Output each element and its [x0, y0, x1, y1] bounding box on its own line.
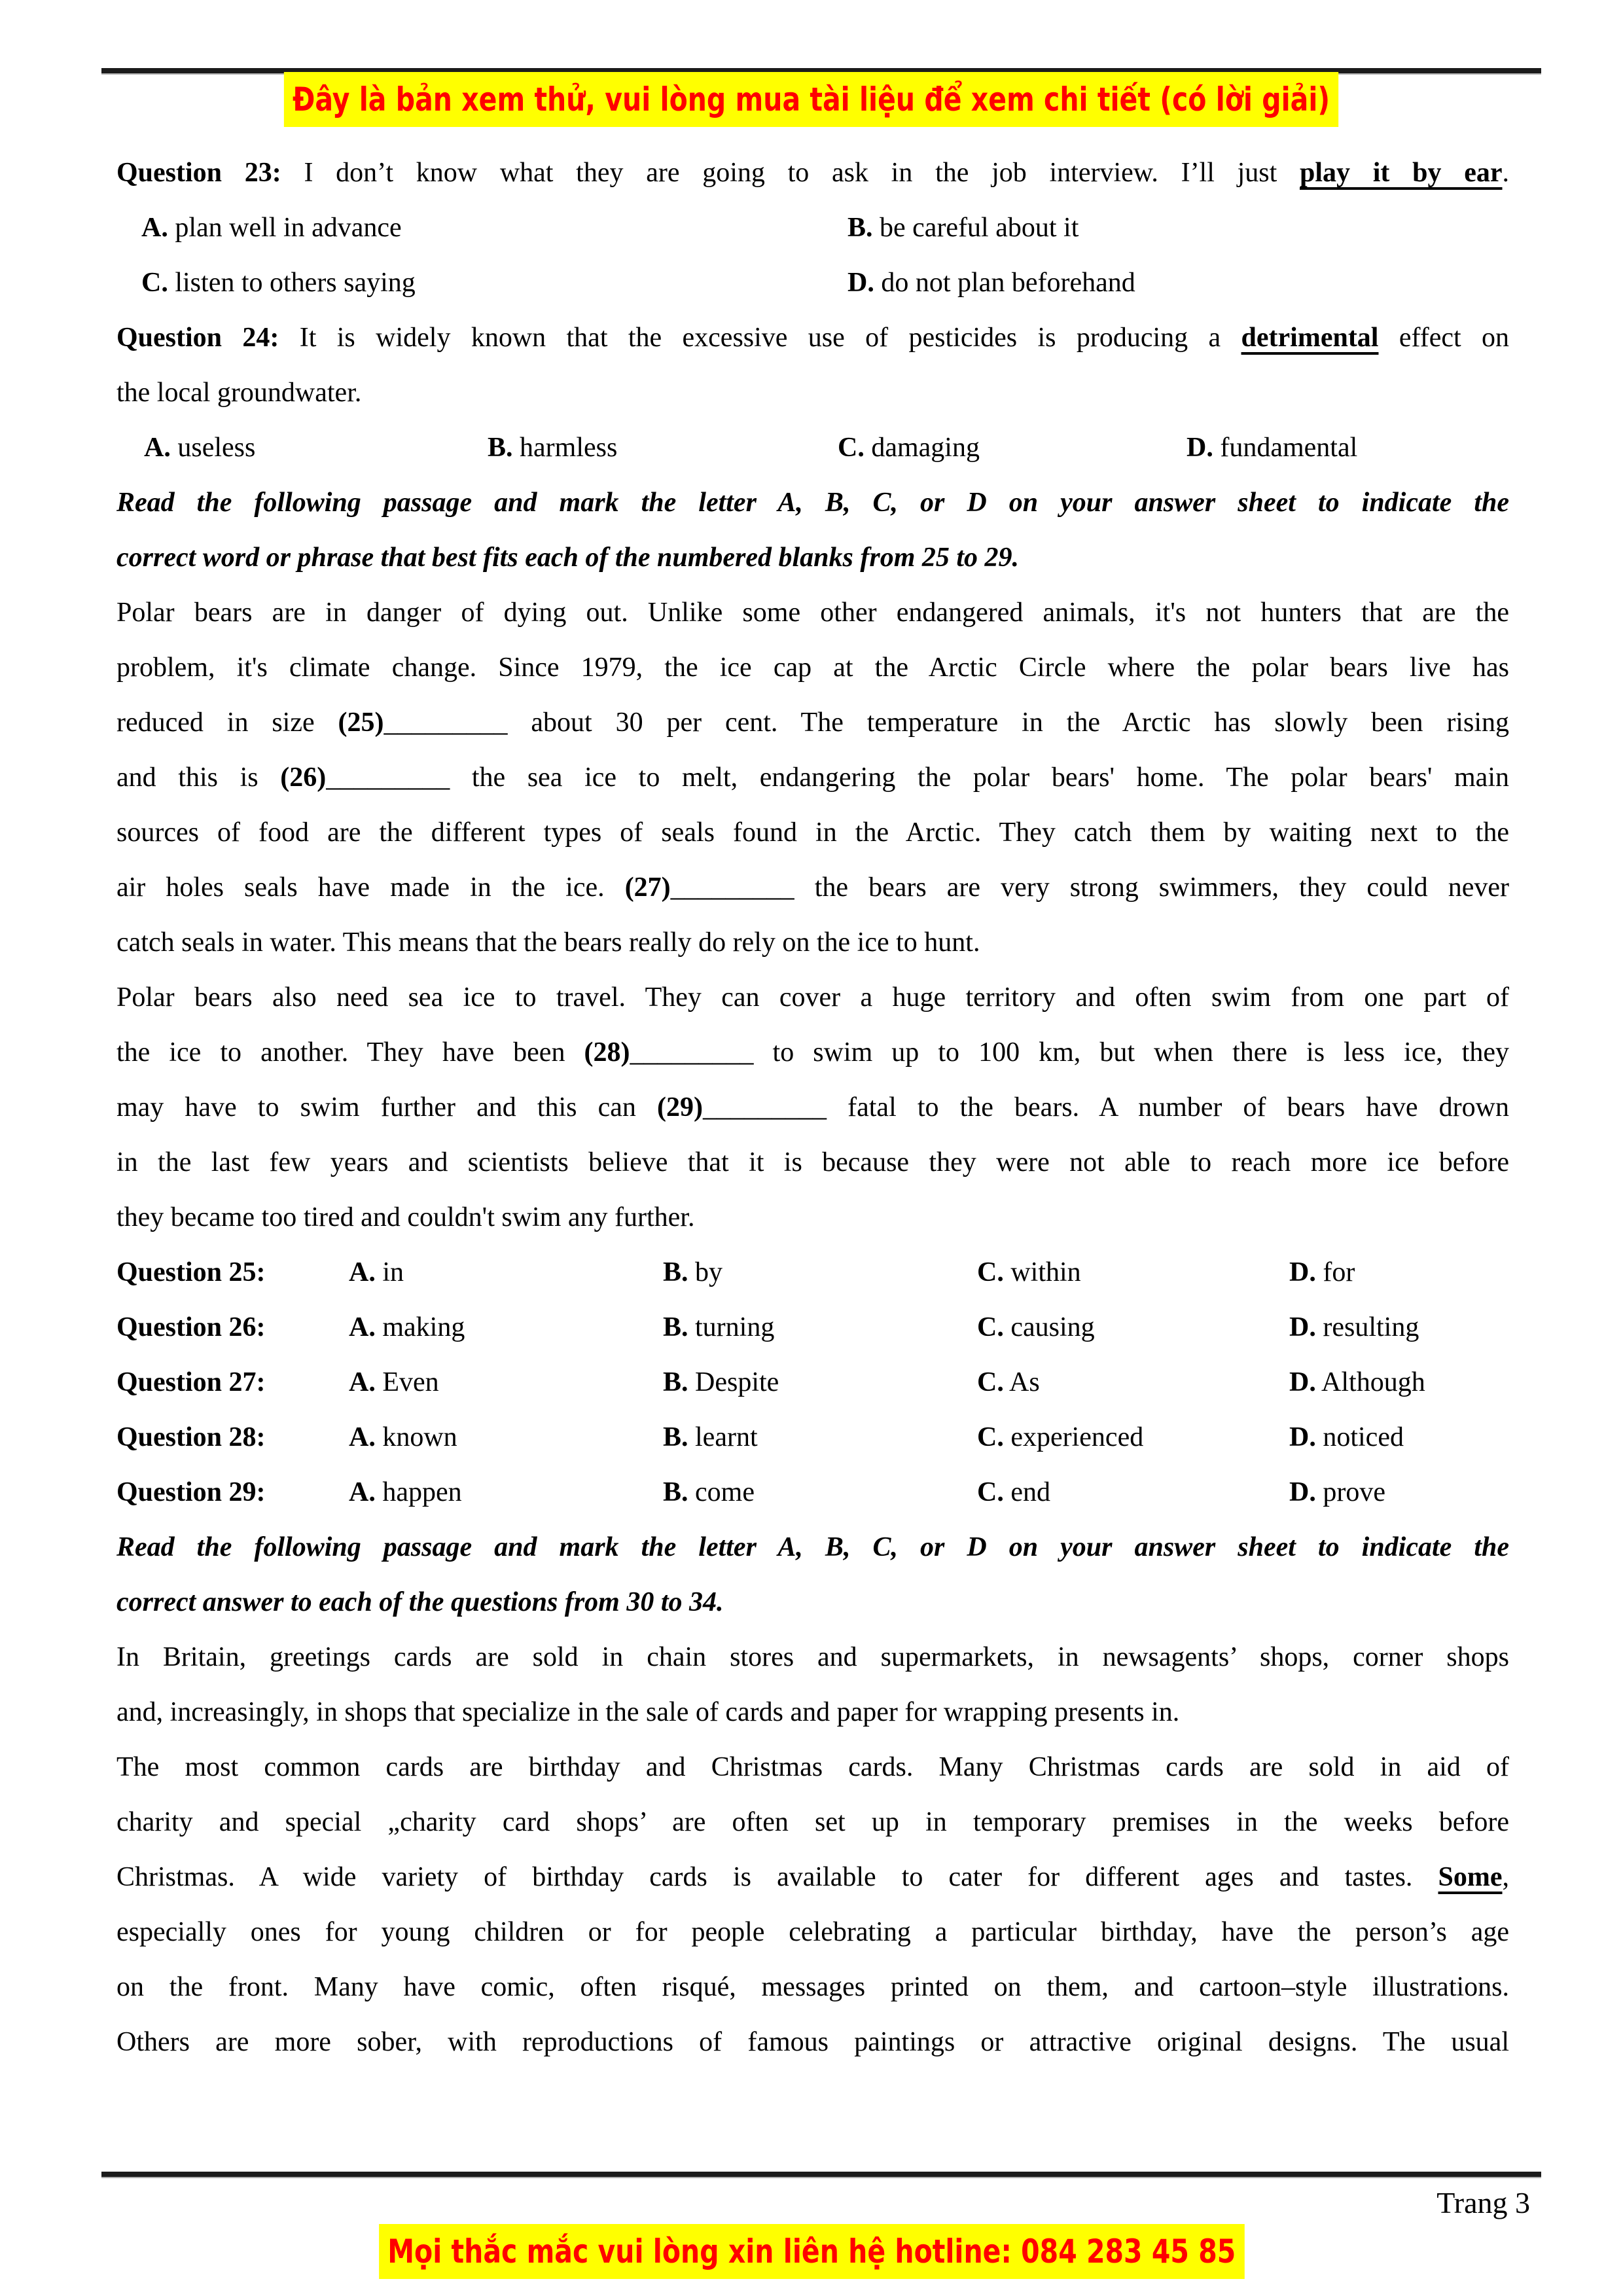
question-26-row-segment-1: turning	[688, 1312, 775, 1342]
question-27-row-segment-0: A.	[349, 1367, 376, 1397]
question-26-row-cell-3	[977, 1300, 1289, 1355]
question-25-row-cell-1	[349, 1245, 663, 1300]
question-24-options-cell-0	[144, 420, 488, 475]
question-24-options-cell-3	[1186, 420, 1509, 475]
question-23-options-ab-cell-1	[847, 200, 1509, 255]
passage-1-line-5-segment-0: sources of food are the different types of seals found in the Arctic. They catch them by waiting next to the	[116, 817, 1509, 848]
question-27-row-segment-0: Question 27:	[116, 1367, 266, 1397]
passage-1-line-6	[116, 860, 1509, 915]
instruction-2-line-1	[116, 1520, 1509, 1575]
passage-1-line-3-cell-0	[116, 695, 1509, 750]
question-25-row-cell-0	[116, 1245, 349, 1300]
passage-1-line-6-segment-3: the bears are very strong swimmers, they could never	[794, 872, 1510, 903]
passage-1-line-3-segment-3: about 30 per cent. The temperature in the Arctic has slowly been rising	[507, 708, 1509, 738]
passage-1-line-7-segment-0: catch seals in water. This means that the bears really do rely on the ice to hunt.	[116, 927, 980, 958]
passage-4-line-3-cell-0	[116, 1850, 1509, 1905]
question-25-row-segment-1: by	[688, 1257, 723, 1287]
passage-1-line-7-cell-0	[116, 915, 1509, 970]
question-27-row-cell-1	[349, 1355, 663, 1410]
question-23-line-segment-2: play it by ear	[1300, 158, 1503, 188]
question-27-row-segment-1: Even	[375, 1367, 439, 1397]
question-27-row-cell-4	[1289, 1355, 1509, 1410]
passage-4-line-5-segment-0: on the front. Many have comic, often risqué, messages printed on them, and cartoon–style illustrations.	[116, 1972, 1509, 2002]
question-26-row-cell-0	[116, 1300, 349, 1355]
instruction-1-line-1-cell-0	[116, 475, 1509, 530]
passage-1-line-4-segment-1: (26)	[280, 762, 327, 793]
passage-4-line-2	[116, 1795, 1509, 1850]
question-29-row-segment-0: Question 29:	[116, 1477, 266, 1507]
passage-1-line-4-cell-0	[116, 750, 1509, 805]
question-25-row-segment-0: C.	[977, 1257, 1004, 1287]
question-27-row-segment-1: Although	[1315, 1367, 1425, 1397]
passage-4-line-4	[116, 1905, 1509, 1960]
hotline-banner-text: Mọi thắc mắc vui lòng xin liên hệ hotline: 084 283 45 85	[379, 2224, 1244, 2279]
passage-4-line-1-cell-0	[116, 1740, 1509, 1795]
question-26-row	[116, 1300, 1509, 1355]
question-24-options-segment-0: A.	[144, 433, 171, 463]
passage-3-line-1-segment-0: In Britain, greetings cards are sold in chain stores and supermarkets, in newsagents’ shops, corner shops	[116, 1642, 1509, 1672]
passage-4-line-1	[116, 1740, 1509, 1795]
question-27-row-segment-1: As	[1003, 1367, 1040, 1397]
passage-1-line-2-cell-0	[116, 640, 1509, 695]
question-24-line-1-segment-3: effect on	[1378, 323, 1510, 353]
passage-4-line-3-segment-2: ,	[1502, 1862, 1509, 1892]
question-27-row-segment-0: C.	[977, 1367, 1004, 1397]
question-26-row-cell-1	[349, 1300, 663, 1355]
question-28-row-segment-1: known	[375, 1422, 457, 1452]
passage-2-line-3-segment-3: fatal to the bears. A number of bears have drown	[827, 1092, 1509, 1122]
instruction-2-line-1-segment-0: Read the following passage and mark the letter A, B, C, or D on your answer sheet to indicate the	[116, 1532, 1509, 1562]
passage-2-line-2-segment-2: _________	[630, 1037, 754, 1067]
passage-4-line-3-segment-0: Christmas. A wide variety of birthday cards is available to cater for different ages and tastes.	[116, 1862, 1438, 1892]
passage-4-line-6-segment-0: Others are more sober, with reproductions of famous paintings or attractive original designs. The usual	[116, 2027, 1509, 2057]
passage-2-line-2-segment-0: the ice to another. They have been	[116, 1037, 584, 1067]
question-24-line-1-segment-2: detrimental	[1241, 323, 1379, 353]
instruction-1-line-1	[116, 475, 1509, 530]
passage-1-line-6-cell-0	[116, 860, 1509, 915]
passage-3-line-1-cell-0	[116, 1630, 1509, 1685]
passage-2-line-1-segment-0: Polar bears also need sea ice to travel. They can cover a huge territory and often swim from one part of	[116, 982, 1509, 1013]
question-23-options-cd-cell-1	[847, 255, 1509, 310]
passage-4-line-3	[116, 1850, 1509, 1905]
question-27-row-cell-3	[977, 1355, 1289, 1410]
question-23-options-ab-segment-0: A.	[141, 213, 168, 243]
passage-2-line-4-segment-0: in the last few years and scientists believe that it is because they were not able to reach more ice before	[116, 1147, 1509, 1177]
question-24-line-1-cell-0	[116, 310, 1509, 365]
question-28-row-segment-0: A.	[349, 1422, 376, 1452]
question-25-row-segment-0: A.	[349, 1257, 376, 1287]
question-24-options-cell-1	[488, 420, 838, 475]
instruction-1-line-2	[116, 530, 1509, 585]
passage-2-line-2-segment-1: (28)	[584, 1037, 630, 1067]
question-28-row-segment-1: experienced	[1003, 1422, 1144, 1452]
passage-4-line-5-cell-0	[116, 1960, 1509, 2015]
question-23-line-segment-1: I don’t know what they are going to ask in the job interview. I’ll just	[304, 158, 1300, 188]
question-25-row-segment-0: D.	[1289, 1257, 1316, 1287]
question-29-row-cell-2	[663, 1465, 977, 1520]
passage-2-line-5-cell-0	[116, 1190, 1509, 1245]
question-25-row-segment-0: B.	[663, 1257, 688, 1287]
question-23-options-ab	[116, 200, 1509, 255]
passage-1-line-6-segment-0: air holes seals have made in the ice.	[116, 872, 625, 903]
passage-1-line-1-cell-0	[116, 585, 1509, 640]
question-26-row-segment-0: B.	[663, 1312, 688, 1342]
question-27-row-segment-0: B.	[663, 1367, 688, 1397]
question-24-options-segment-1: harmless	[512, 433, 618, 463]
preview-banner-text: Đây là bản xem thử, vui lòng mua tài liệu để xem chi tiết (có lời giải)	[284, 72, 1338, 127]
question-28-row-segment-0: B.	[663, 1422, 688, 1452]
question-23-options-cd-segment-1: listen to others saying	[168, 268, 416, 298]
question-24-line-1-segment-1: It is widely known that the excessive use of pesticides is producing a	[299, 323, 1241, 353]
question-24-options-segment-0: C.	[838, 433, 865, 463]
question-27-row-cell-0	[116, 1355, 349, 1410]
question-24-options-segment-1: damaging	[864, 433, 980, 463]
question-29-row-segment-1: prove	[1315, 1477, 1385, 1507]
question-28-row-segment-1: learnt	[688, 1422, 758, 1452]
page-number-label: Trang 3	[1436, 2186, 1530, 2219]
question-24-line-1-segment-0: Question 24:	[116, 323, 300, 353]
question-29-row-segment-1: end	[1003, 1477, 1050, 1507]
passage-2-line-1	[116, 970, 1509, 1025]
passage-2-line-3-segment-1: (29)	[657, 1092, 704, 1122]
question-26-row-segment-1: resulting	[1315, 1312, 1419, 1342]
passage-2-line-1-cell-0	[116, 970, 1509, 1025]
question-29-row-cell-3	[977, 1465, 1289, 1520]
question-29-row	[116, 1465, 1509, 1520]
question-28-row-cell-4	[1289, 1410, 1509, 1465]
question-23-options-cd-cell-0	[141, 255, 847, 310]
passage-3-line-2-cell-0	[116, 1685, 1509, 1740]
question-24-options-segment-1: fundamental	[1213, 433, 1358, 463]
question-27-row	[116, 1355, 1509, 1410]
question-25-row-cell-4	[1289, 1245, 1509, 1300]
passage-4-line-3-segment-1: Some	[1438, 1862, 1503, 1892]
instruction-2-line-2-cell-0	[116, 1575, 1509, 1630]
question-28-row-segment-1: noticed	[1315, 1422, 1404, 1452]
question-24-options-segment-0: D.	[1186, 433, 1213, 463]
question-28-row-cell-0	[116, 1410, 349, 1465]
question-29-row-segment-1: come	[688, 1477, 755, 1507]
question-28-row-segment-0: Question 28:	[116, 1422, 266, 1452]
passage-1-line-4	[116, 750, 1509, 805]
passage-1-line-3-segment-1: (25)	[338, 708, 384, 738]
question-26-row-segment-0: C.	[977, 1312, 1004, 1342]
passage-1-line-1-segment-0: Polar bears are in danger of dying out. Unlike some other endangered animals, it's not hunters that are the	[116, 598, 1509, 628]
question-23-options-ab-segment-1: plan well in advance	[168, 213, 402, 243]
question-24-options-segment-1: useless	[170, 433, 256, 463]
question-24-line-2	[116, 365, 1509, 420]
question-24-line-2-segment-0: the local groundwater.	[116, 378, 362, 408]
question-23-line-segment-3: .	[1502, 158, 1509, 188]
question-26-row-cell-4	[1289, 1300, 1509, 1355]
question-24-options-cell-2	[838, 420, 1186, 475]
question-25-row-segment-0: Question 25:	[116, 1257, 266, 1287]
question-27-row-cell-2	[663, 1355, 977, 1410]
question-23-line	[116, 145, 1509, 200]
question-26-row-segment-1: causing	[1003, 1312, 1095, 1342]
question-24-options-segment-0: B.	[488, 433, 513, 463]
question-27-row-segment-0: D.	[1289, 1367, 1316, 1397]
preview-banner-wrap	[0, 72, 1623, 127]
question-28-row-cell-1	[349, 1410, 663, 1465]
question-25-row-cell-3	[977, 1245, 1289, 1300]
question-23-line-cell-0	[116, 145, 1509, 200]
question-24-line-1	[116, 310, 1509, 365]
passage-3-line-2	[116, 1685, 1509, 1740]
hotline-banner-wrap	[0, 2224, 1623, 2279]
passage-4-line-6	[116, 2015, 1509, 2070]
instruction-2-line-2-segment-0: correct answer to each of the questions from 30 to 34.	[116, 1587, 724, 1617]
question-26-row-segment-0: Question 26:	[116, 1312, 266, 1342]
instruction-1-line-2-cell-0	[116, 530, 1509, 585]
passage-1-line-5-cell-0	[116, 805, 1509, 860]
question-28-row	[116, 1410, 1509, 1465]
question-23-options-cd-segment-1: do not plan beforehand	[874, 268, 1135, 298]
question-26-row-segment-0: D.	[1289, 1312, 1316, 1342]
question-23-line-segment-0: Question 23:	[116, 158, 304, 188]
instruction-2-line-2	[116, 1575, 1509, 1630]
question-29-row-cell-0	[116, 1465, 349, 1520]
question-25-row-segment-1: in	[375, 1257, 404, 1287]
passage-1-line-1	[116, 585, 1509, 640]
passage-4-line-4-segment-0: especially ones for young children or for people celebrating a particular birthday, have the person’s age	[116, 1917, 1509, 1947]
question-29-row-cell-4	[1289, 1465, 1509, 1520]
question-28-row-cell-3	[977, 1410, 1289, 1465]
question-28-row-segment-0: D.	[1289, 1422, 1316, 1452]
passage-1-line-3-segment-2: _________	[383, 708, 508, 738]
question-29-row-segment-1: happen	[375, 1477, 462, 1507]
passage-1-line-2-segment-0: problem, it's climate change. Since 1979, the ice cap at the Arctic Circle where the polar bears live has	[116, 653, 1509, 683]
passage-1-line-3	[116, 695, 1509, 750]
question-26-row-cell-2	[663, 1300, 977, 1355]
question-27-row-segment-1: Despite	[688, 1367, 779, 1397]
passage-2-line-5-segment-0: they became too tired and couldn't swim any further.	[116, 1202, 695, 1232]
question-23-options-ab-segment-0: B.	[847, 213, 873, 243]
passage-4-line-2-cell-0	[116, 1795, 1509, 1850]
passage-3-line-2-segment-0: and, increasingly, in shops that specialize in the sale of cards and paper for wrapping presents in.	[116, 1697, 1180, 1727]
passage-2-line-2	[116, 1025, 1509, 1080]
passage-2-line-5	[116, 1190, 1509, 1245]
question-23-options-cd-segment-0: C.	[141, 268, 168, 298]
passage-1-line-2	[116, 640, 1509, 695]
question-25-row	[116, 1245, 1509, 1300]
passage-1-line-6-segment-2: _________	[670, 872, 794, 903]
footer-rule	[101, 2172, 1541, 2177]
passage-1-line-3-segment-0: reduced in size	[116, 708, 338, 738]
question-28-row-cell-2	[663, 1410, 977, 1465]
question-29-row-segment-0: C.	[977, 1477, 1004, 1507]
question-28-row-segment-0: C.	[977, 1422, 1004, 1452]
passage-1-line-4-segment-0: and this is	[116, 762, 281, 793]
question-24-options	[116, 420, 1509, 475]
question-26-row-segment-0: A.	[349, 1312, 376, 1342]
passage-2-line-2-cell-0	[116, 1025, 1509, 1080]
exam-body	[116, 145, 1509, 2070]
passage-3-line-1	[116, 1630, 1509, 1685]
passage-4-line-4-cell-0	[116, 1905, 1509, 1960]
passage-2-line-4	[116, 1135, 1509, 1190]
question-23-options-ab-segment-1: be careful about it	[872, 213, 1079, 243]
question-23-options-cd	[116, 255, 1509, 310]
passage-2-line-3-cell-0	[116, 1080, 1509, 1135]
passage-2-line-3	[116, 1080, 1509, 1135]
question-25-row-segment-1: within	[1003, 1257, 1081, 1287]
passage-4-line-5	[116, 1960, 1509, 2015]
passage-1-line-4-segment-2: _________	[326, 762, 450, 793]
question-29-row-cell-1	[349, 1465, 663, 1520]
question-23-options-cd-segment-0: D.	[847, 268, 874, 298]
passage-1-line-4-segment-3: the sea ice to melt, endangering the polar bears' home. The polar bears' main	[450, 762, 1509, 793]
passage-2-line-3-segment-0: may have to swim further and this can	[116, 1092, 658, 1122]
passage-4-line-2-segment-0: charity and special „charity card shops’ are often set up in temporary premises in the weeks before	[116, 1807, 1509, 1837]
passage-2-line-3-segment-2: _________	[703, 1092, 827, 1122]
passage-1-line-7	[116, 915, 1509, 970]
passage-4-line-1-segment-0: The most common cards are birthday and Christmas cards. Many Christmas cards are sold in aid of	[116, 1752, 1509, 1782]
question-25-row-segment-1: for	[1315, 1257, 1355, 1287]
passage-2-line-4-cell-0	[116, 1135, 1509, 1190]
instruction-1-line-1-segment-0: Read the following passage and mark the letter A, B, C, or D on your answer sheet to indicate the	[116, 488, 1509, 518]
passage-1-line-5	[116, 805, 1509, 860]
instruction-1-line-2-segment-0: correct word or phrase that best fits each of the numbered blanks from 25 to 29.	[116, 543, 1020, 573]
question-24-line-2-cell-0	[116, 365, 1509, 420]
question-29-row-segment-0: B.	[663, 1477, 688, 1507]
question-29-row-segment-0: D.	[1289, 1477, 1316, 1507]
passage-1-line-6-segment-1: (27)	[624, 872, 671, 903]
instruction-2-line-1-cell-0	[116, 1520, 1509, 1575]
question-23-options-ab-cell-0	[141, 200, 847, 255]
passage-2-line-2-segment-3: to swim up to 100 km, but when there is less ice, they	[753, 1037, 1509, 1067]
question-29-row-segment-0: A.	[349, 1477, 376, 1507]
passage-4-line-6-cell-0	[116, 2015, 1509, 2070]
question-25-row-cell-2	[663, 1245, 977, 1300]
question-26-row-segment-1: making	[375, 1312, 465, 1342]
